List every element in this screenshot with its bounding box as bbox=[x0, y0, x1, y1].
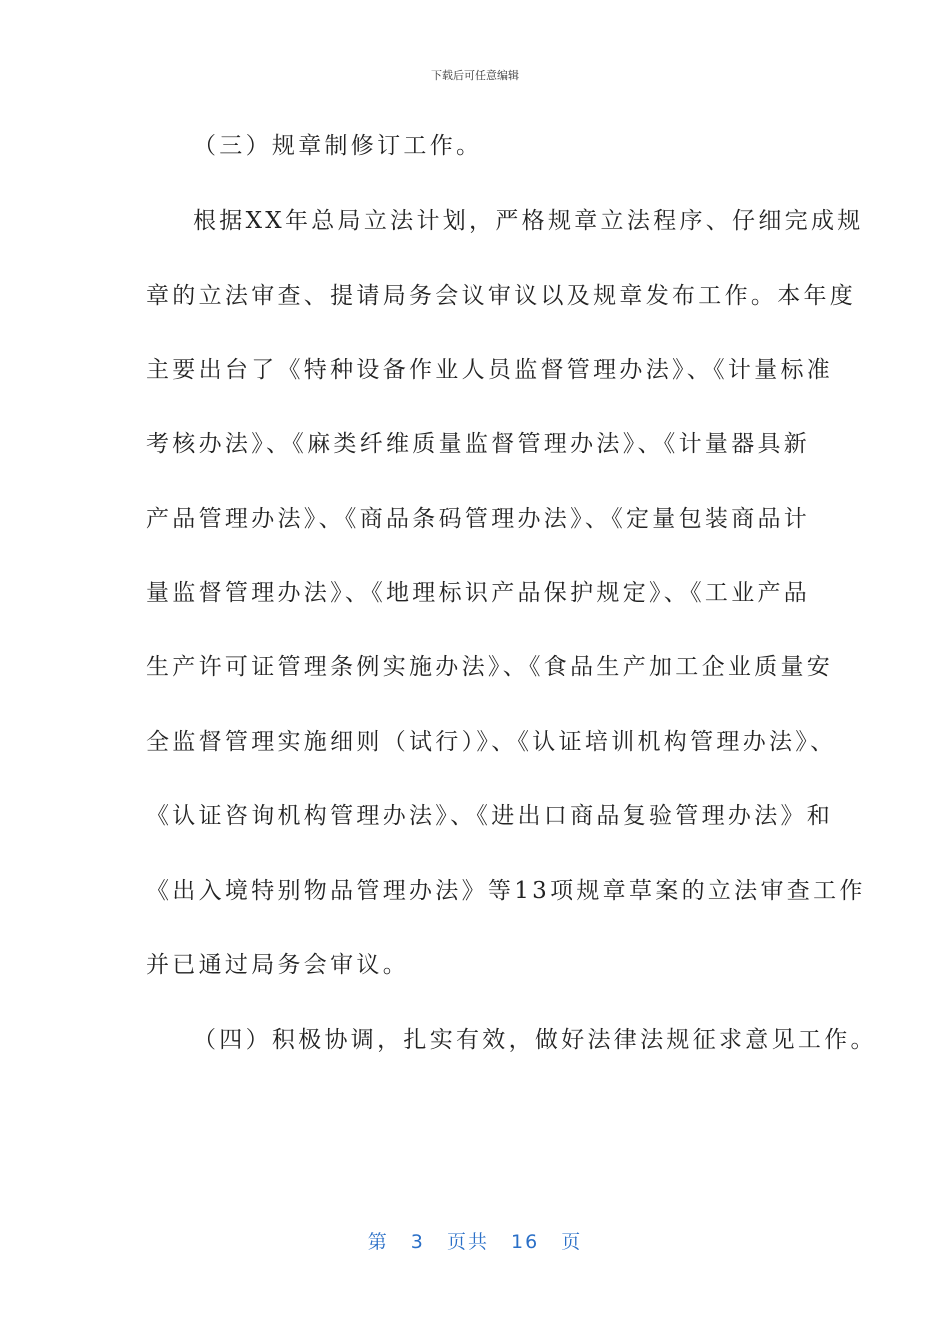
total-pages-number: 16 bbox=[511, 1231, 540, 1253]
paragraph-line-9: 《认证咨询机构管理办法》、《进出口商品复验管理办法》和 bbox=[146, 803, 834, 829]
section-heading-4: （四）积极协调，扎实有效，做好法律法规征求意见工作。 bbox=[193, 1027, 877, 1053]
page-header-note: 下载后可任意编辑 bbox=[431, 69, 519, 82]
paragraph-line-4: 考核办法》、《麻类纤维质量监督管理办法》、《计量器具新 bbox=[146, 431, 811, 457]
current-page-number: 3 bbox=[410, 1231, 425, 1253]
page-label-suffix: 页 bbox=[561, 1231, 583, 1253]
page-label-middle: 页共 bbox=[446, 1231, 489, 1253]
page-footer bbox=[0, 1227, 950, 1254]
paragraph-line-7: 生产许可证管理条例实施办法》、《食品生产加工企业质量安 bbox=[146, 654, 834, 680]
paragraph-line-3: 主要出台了《特种设备作业人员监督管理办法》、《计量标准 bbox=[146, 357, 834, 383]
section-heading-3: （三）规章制修订工作。 bbox=[193, 133, 483, 159]
paragraph-line-11: 并已通过局务会审议。 bbox=[146, 952, 409, 978]
paragraph-line-8: 全监督管理实施细则（试行）》、《认证培训机构管理办法》、 bbox=[146, 729, 837, 755]
paragraph-line-5: 产品管理办法》、《商品条码管理办法》、《定量包装商品计 bbox=[146, 506, 811, 532]
paragraph-line-6: 量监督管理办法》、《地理标识产品保护规定》、《工业产品 bbox=[146, 580, 811, 606]
paragraph-line-2: 章的立法审查、提请局务会议审议以及规章发布工作。本年度 bbox=[146, 283, 857, 309]
paragraph-line-10: 《出入境特别物品管理办法》等13项规章草案的立法审查工作 bbox=[146, 878, 866, 904]
paragraph-line-1: 根据XX年总局立法计划，严格规章立法程序、仔细完成规 bbox=[193, 208, 864, 234]
page-label-prefix: 第 bbox=[367, 1231, 389, 1253]
